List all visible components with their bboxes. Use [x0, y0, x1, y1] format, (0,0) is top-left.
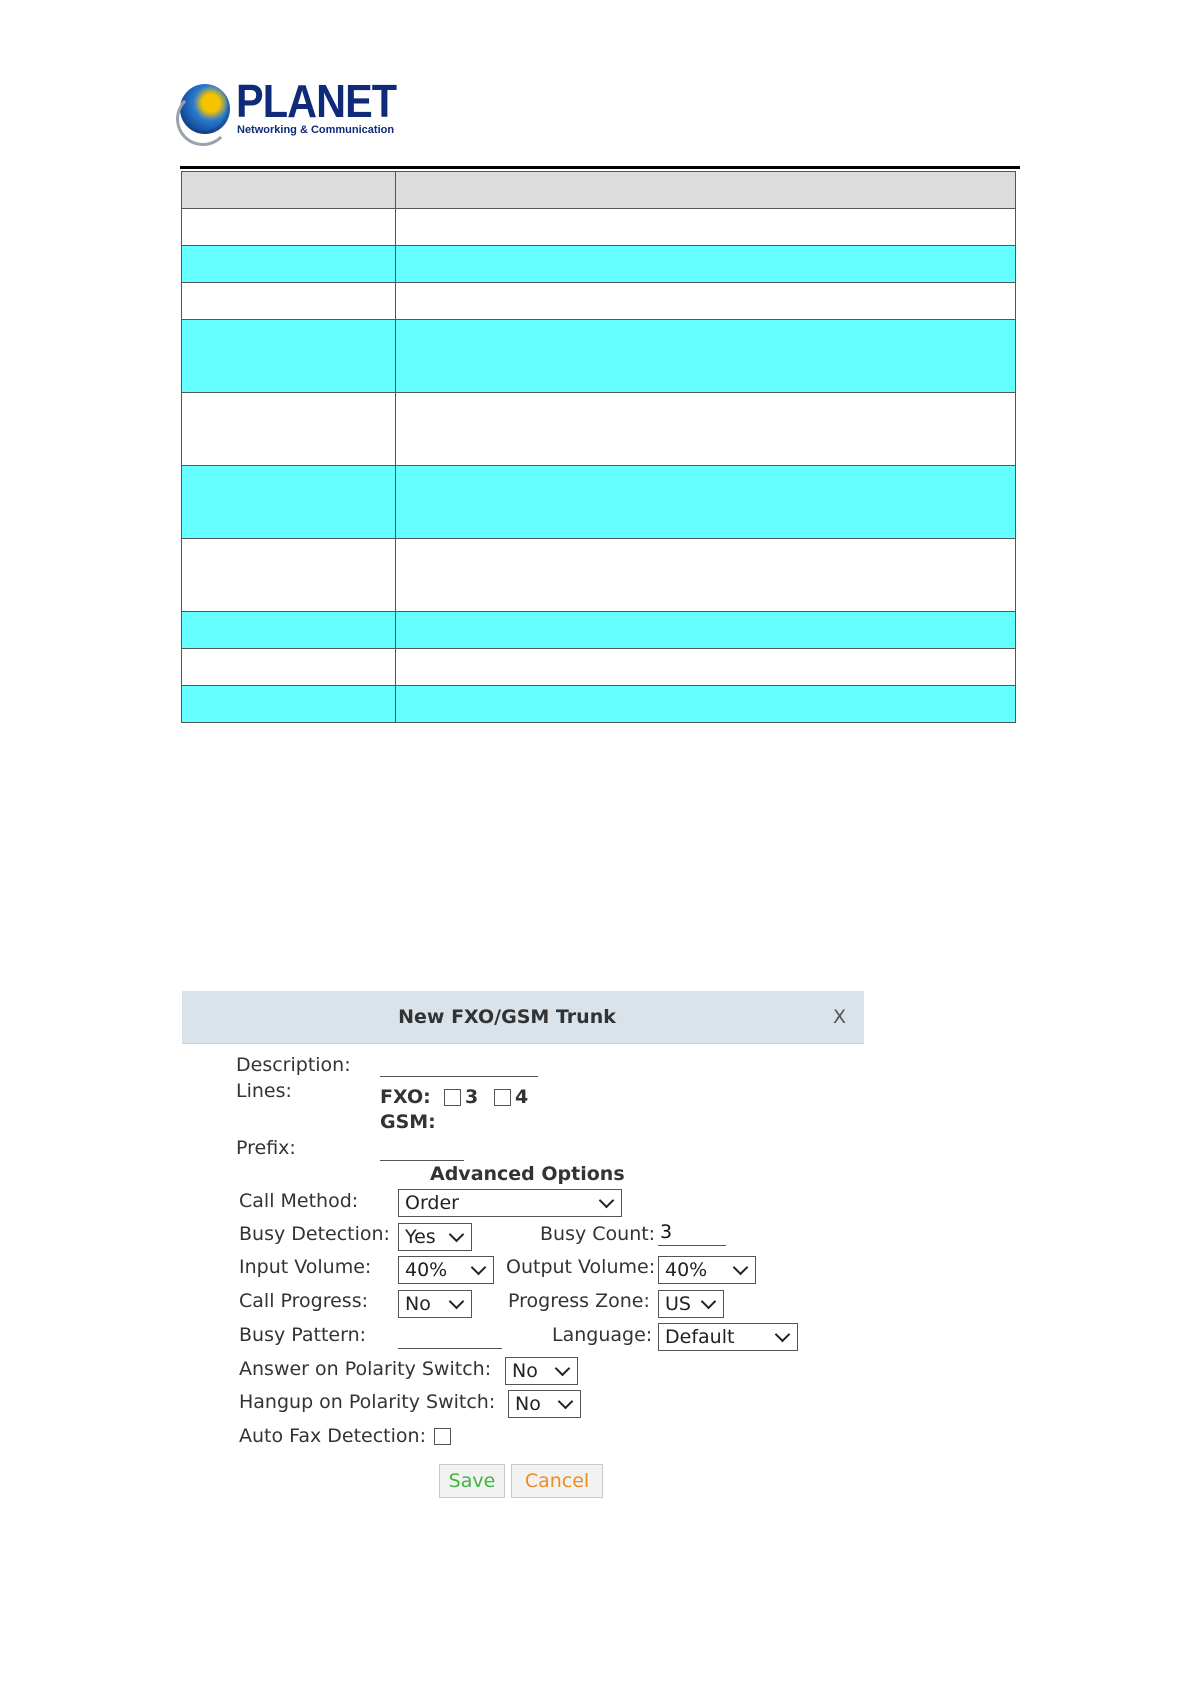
- busy-count-input[interactable]: [658, 1245, 726, 1246]
- call-progress-label: Call Progress:: [239, 1290, 368, 1312]
- close-icon[interactable]: X: [833, 1006, 847, 1028]
- table-row: [182, 209, 1016, 246]
- description-label: Description:: [236, 1054, 351, 1076]
- fxo-port-4-label: 4: [515, 1086, 529, 1108]
- progress-zone-value: US: [665, 1293, 691, 1315]
- output-volume-select[interactable]: [658, 1256, 756, 1284]
- language-label: Language:: [552, 1324, 653, 1346]
- call-method-value: Order: [405, 1192, 459, 1214]
- description-input[interactable]: [380, 1076, 538, 1077]
- gsm-label: GSM:: [380, 1111, 436, 1133]
- input-volume-label: Input Volume:: [239, 1256, 372, 1278]
- globe-logo-icon: [180, 84, 230, 134]
- table-cell: [182, 466, 396, 539]
- dialog-title-bar: [182, 991, 864, 1044]
- chevron-down-icon: [471, 1260, 487, 1276]
- chevron-down-icon: [599, 1193, 615, 1209]
- table-header-row: [182, 172, 1016, 209]
- busy-count-label: Busy Count:: [540, 1223, 656, 1245]
- planet-logo: [180, 75, 397, 140]
- answer-polarity-label: Answer on Polarity Switch:: [239, 1358, 492, 1380]
- answer-polarity-value: No: [512, 1360, 538, 1382]
- language-value: Default: [665, 1326, 735, 1348]
- cancel-button[interactable]: Cancel: [511, 1464, 603, 1498]
- busy-detection-select[interactable]: [398, 1223, 472, 1251]
- chevron-down-icon: [449, 1294, 465, 1310]
- call-method-select[interactable]: [398, 1189, 622, 1217]
- language-select[interactable]: [658, 1323, 798, 1351]
- dialog-title: New FXO/GSM Trunk: [398, 1006, 616, 1028]
- table-cell: [182, 320, 396, 393]
- table-row: [182, 393, 1016, 466]
- output-volume-label: Output Volume:: [506, 1256, 656, 1278]
- table-cell: [182, 612, 396, 649]
- call-progress-select[interactable]: [398, 1290, 472, 1318]
- fxo-label: FXO:: [380, 1086, 431, 1108]
- table-row: [182, 320, 1016, 393]
- call-method-label: Call Method:: [239, 1190, 359, 1212]
- table-cell: [396, 539, 1016, 612]
- table-cell: [396, 649, 1016, 686]
- call-progress-value: No: [405, 1293, 431, 1315]
- input-volume-value: 40%: [405, 1259, 448, 1281]
- busy-detection-label: Busy Detection:: [239, 1223, 390, 1245]
- table-cell: [182, 283, 396, 320]
- table-cell: [396, 209, 1016, 246]
- progress-zone-label: Progress Zone:: [508, 1290, 650, 1312]
- table-row: [182, 649, 1016, 686]
- new-trunk-dialog: [182, 991, 864, 1511]
- advanced-options-heading: Advanced Options: [430, 1163, 625, 1185]
- table-row: [182, 539, 1016, 612]
- table-cell: [182, 686, 396, 723]
- hangup-polarity-select[interactable]: [508, 1390, 581, 1418]
- fxo-port-3-checkbox[interactable]: [444, 1089, 461, 1106]
- progress-zone-select[interactable]: [658, 1290, 724, 1318]
- hangup-polarity-value: No: [515, 1393, 541, 1415]
- busy-pattern-label: Busy Pattern:: [239, 1324, 367, 1346]
- fxo-port-4-checkbox[interactable]: [494, 1089, 511, 1106]
- logo-brand: PLANET: [236, 75, 397, 127]
- table-row: [182, 612, 1016, 649]
- table-cell: [396, 172, 1016, 209]
- table-row: [182, 466, 1016, 539]
- parameter-table: [181, 171, 1016, 723]
- input-volume-select[interactable]: [398, 1256, 494, 1284]
- table-cell: [396, 612, 1016, 649]
- table-cell: [182, 172, 396, 209]
- hangup-polarity-label: Hangup on Polarity Switch:: [239, 1391, 496, 1413]
- busy-pattern-input[interactable]: [398, 1348, 502, 1349]
- table-row: [182, 246, 1016, 283]
- prefix-input[interactable]: [380, 1160, 464, 1161]
- header-rule: [180, 166, 1020, 169]
- table-row: [182, 283, 1016, 320]
- chevron-down-icon: [449, 1227, 465, 1243]
- table-cell: [396, 686, 1016, 723]
- save-button[interactable]: Save: [439, 1464, 505, 1498]
- chevron-down-icon: [558, 1394, 574, 1410]
- table-cell: [396, 283, 1016, 320]
- logo-tagline: Networking & Communication: [237, 124, 395, 136]
- table-cell: [182, 539, 396, 612]
- chevron-down-icon: [733, 1260, 749, 1276]
- chevron-down-icon: [701, 1294, 717, 1310]
- table-cell: [182, 246, 396, 283]
- fxo-port-3-label: 3: [465, 1086, 479, 1108]
- table-cell: [182, 649, 396, 686]
- prefix-label: Prefix:: [236, 1137, 296, 1159]
- busy-detection-value: Yes: [405, 1226, 436, 1248]
- answer-polarity-select[interactable]: [505, 1357, 578, 1385]
- table-row: [182, 686, 1016, 723]
- auto-fax-label: Auto Fax Detection:: [239, 1425, 426, 1447]
- table-cell: [182, 393, 396, 466]
- chevron-down-icon: [555, 1361, 571, 1377]
- output-volume-value: 40%: [665, 1259, 708, 1281]
- table-cell: [396, 466, 1016, 539]
- table-cell: [396, 320, 1016, 393]
- table-cell: [182, 209, 396, 246]
- busy-count-value: 3: [660, 1221, 673, 1243]
- lines-label: Lines:: [236, 1080, 292, 1102]
- chevron-down-icon: [775, 1327, 791, 1343]
- table-cell: [396, 393, 1016, 466]
- table-cell: [396, 246, 1016, 283]
- auto-fax-checkbox[interactable]: [434, 1428, 451, 1445]
